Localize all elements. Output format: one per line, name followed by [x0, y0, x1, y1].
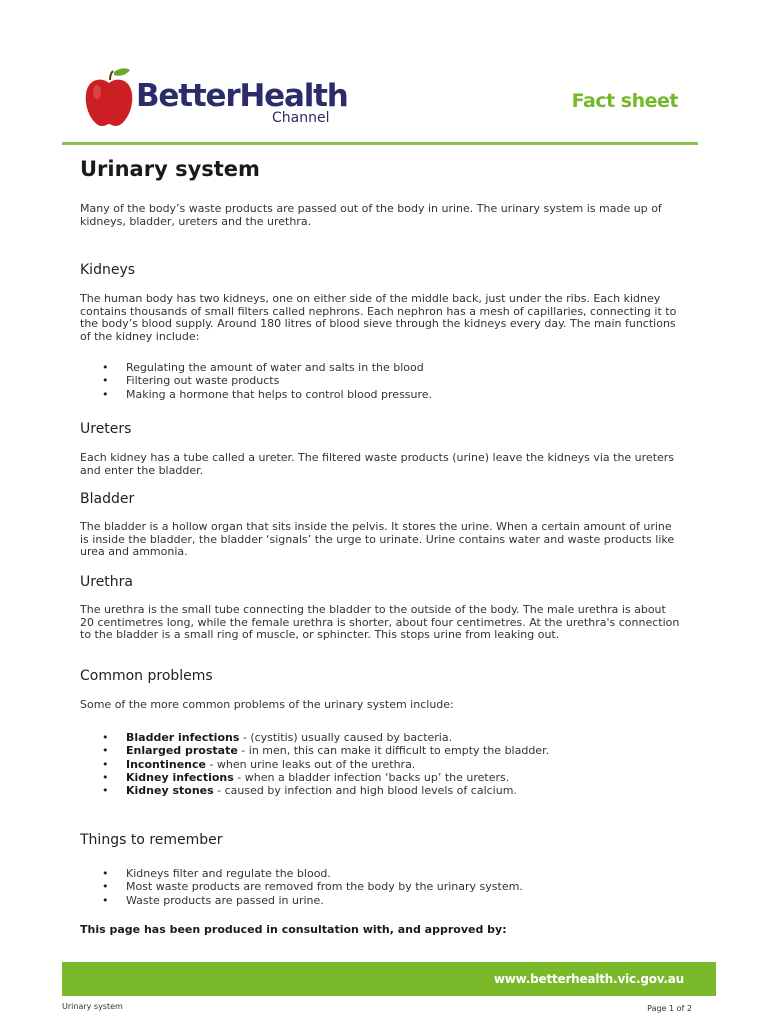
doc-type-label: Fact sheet: [571, 90, 678, 112]
list-item: [102, 744, 662, 757]
list-item: [102, 784, 662, 797]
heading-kidneys: Kidneys: [80, 262, 136, 278]
list-item: • Kidneys filter and regulate the blood.: [102, 867, 662, 880]
list-item: • Making a hormone that helps to control blood pressure.: [102, 388, 662, 401]
remember-list: [102, 867, 662, 907]
page-title: Urinary system: [80, 157, 260, 181]
kidneys-list: [102, 361, 662, 401]
footer-doc-name: Urinary system: [62, 1002, 123, 1011]
list-item: [102, 758, 662, 771]
heading-bladder: Bladder: [80, 491, 135, 507]
problem-term: Enlarged prostate: [126, 744, 238, 758]
ureters-paragraph: Each kidney has a tube called a ureter. The filtered waste products (urine) leave the kidneys via the ureters and enter the bladder.: [80, 451, 675, 477]
problems-paragraph: Some of the more common problems of the urinary system include:: [80, 698, 454, 711]
problem-desc: - (cystitis) usually caused by bacteria.: [239, 731, 453, 744]
apple-icon: [84, 66, 134, 128]
header-divider: [62, 142, 698, 145]
problems-list: [102, 731, 662, 797]
list-item: [102, 731, 662, 744]
list-item: • Regulating the amount of water and salts in the blood: [102, 361, 662, 374]
list-item: [102, 771, 662, 784]
heading-common-problems: Common problems: [80, 668, 213, 684]
footer-page-number: Page 1 of 2: [647, 1004, 692, 1013]
heading-urethra: Urethra: [80, 574, 134, 590]
heading-ureters: Ureters: [80, 421, 132, 437]
problem-desc: - when urine leaks out of the urethra.: [205, 757, 416, 771]
approval-statement: This page has been produced in consultation with, and approved by:: [80, 923, 507, 936]
problem-desc: - in men, this can make it difficult to empty the bladder.: [237, 744, 550, 758]
list-item: • Filtering out waste products: [102, 374, 662, 387]
problem-term: Incontinence: [126, 757, 206, 771]
footer-url-link[interactable]: www.betterhealth.vic.gov.au: [493, 972, 684, 986]
bladder-paragraph: The bladder is a hollow organ that sits inside the pelvis. It stores the urine. When a certain amount of urine is inside the bladder, the bladder ‘signals’ the urge to urinate. Urine contains water and waste products like urea and ammonia.: [80, 520, 675, 559]
problem-term: Bladder infections: [126, 731, 240, 744]
list-item: • Waste products are passed in urine.: [102, 894, 662, 907]
problem-term: Kidney stones: [126, 784, 214, 798]
list-item: • Most waste products are removed from the body by the urinary system.: [102, 880, 662, 893]
problem-term: Kidney infections: [126, 770, 234, 784]
intro-paragraph: Many of the body’s waste products are passed out of the body in urine. The urinary system is made up of kidneys, bladder, ureters and the urethra.: [80, 202, 662, 228]
kidneys-paragraph: The human body has two kidneys, one on either side of the middle back, just under the ribs. Each kidney contains thousands of small filters called nephrons. Each nephron has a mesh of capillaries, connecting it to the body’s blood supply. Around 180 litres of blood sieve through the kidneys every day. The main functions of the kidney include:: [80, 292, 677, 343]
problem-desc: - caused by infection and high blood levels of calcium.: [213, 784, 517, 798]
problem-desc: - when a bladder infection ‘backs up’ the ureters.: [233, 770, 510, 784]
brand-subtitle: Channel: [272, 110, 330, 126]
better-health-logo[interactable]: [84, 66, 384, 130]
brand-name: BetterHealth: [136, 78, 348, 114]
urethra-paragraph: The urethra is the small tube connecting the bladder to the outside of the body. The male urethra is about 20 centimetres long, while the female urethra is shorter, about four centimetres. At the urethra's connection to the bladder is a small ring of muscle, or sphincter. This stops urine from leaking out.: [80, 603, 680, 642]
heading-things-to-remember: Things to remember: [80, 832, 223, 848]
